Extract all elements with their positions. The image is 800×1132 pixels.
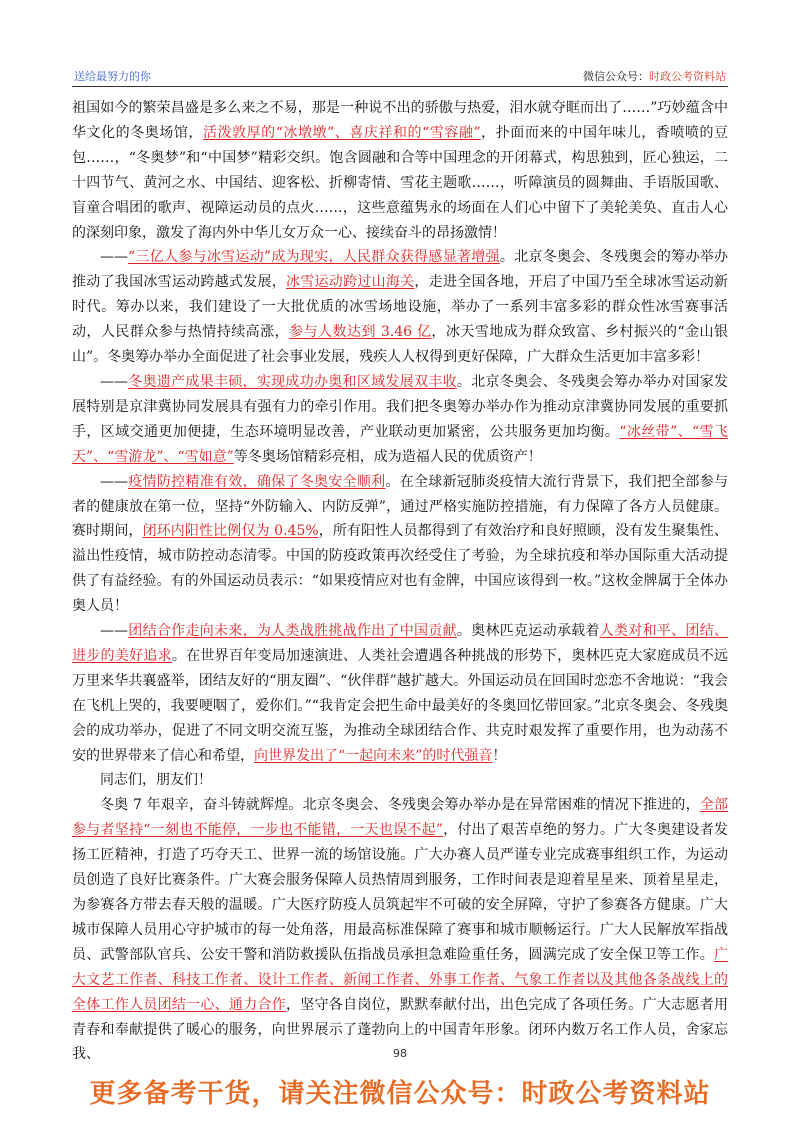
text-run: 等冬奥场馆精彩亮相，成为造福人民的优质资产！	[233, 448, 542, 465]
text-run: 冬奥 7 年艰辛，奋斗铸就辉煌。北京冬奥会、冬残奥会筹办举办是在异常困难的情况下推进的，	[100, 797, 700, 814]
highlighted-text: 向世界发出了“一起向未来”的时代强音	[254, 747, 493, 764]
paragraph	[72, 619, 728, 768]
text-run: 。北京冬奥会、冬残奥会的筹办举办推动了我国冰雪运动跨越式发展，	[72, 249, 728, 291]
paragraph	[72, 793, 728, 1067]
highlighted-text: 广大文艺工作者、科技工作者、设计工作者、新闻工作者、外事工作者、气象工作者以及其他各条战线上的全体工作人员团结一心、通力合作	[72, 946, 728, 1013]
document-body	[72, 96, 728, 1067]
text-run: ，冰天雪地成为群众致富、乡村振兴的“金山银山”。冬奥筹办举办全面促进了社会事业发展，残疾人人权得到更好保障，广大群众生活更加丰富多彩！	[72, 324, 729, 366]
paragraph	[72, 470, 728, 619]
highlighted-text: 参与人数达到 3.46 亿	[289, 324, 432, 341]
page-header	[72, 64, 728, 87]
highlighted-text: 疫情防控精准有效，确保了冬奥安全顺利	[128, 473, 386, 490]
text-run: ！	[492, 747, 507, 764]
text-run: 。在世界百年变局加速演进、人类社会遭遇各种挑战的形势下，奥林匹克大家庭成员不远万里来华共襄盛举，团结友好的“朋友圈”、“伙伴群”越扩越大。外国运动员在回国时恋恋不舍地说：“我会在飞机上哭的，我要哽咽了，爱你们。”“我肯定会把生命中最美好的冬奥回忆带回家。”北京冬奥会、冬残奥会的成功举办，促进了不同文明交流互鉴，为推动全球团结合作、共克时艰发挥了重要作用，也为动荡不安的世界带来了信心和希望，	[72, 647, 729, 764]
text-run: 同志们，朋友们！	[100, 772, 212, 789]
text-run: ，坚守各自岗位，默默奉献付出，出色完成了各项任务。广大志愿者用青春和奉献提供了暖心的服务，向世界展示了蓬勃向上的中国青年形象。闭环内数万名工作人员，舍家忘我、	[72, 996, 728, 1063]
text-run: 祖国如今的繁荣昌盛是多么来之不易，那是一种说不出的骄傲与热爱，泪水就夺眶而出了……”巧妙蕴含中华文化的冬奥场馆，	[72, 100, 728, 141]
header-wechat-account: 时政公考资料站	[649, 70, 726, 83]
footer-promo: 更多备考干货，请关注微信公众号：时政公考资料站	[89, 1079, 711, 1109]
highlighted-text: 冰雪运动跨过山海关	[286, 274, 415, 291]
highlighted-text: 冬奥遗产成果丰硕，实现成功办奥和区域发展双丰收	[128, 373, 457, 390]
highlighted-text: 闭环内阳性比例仅为 0.45%	[142, 523, 319, 540]
header-wechat-label: 微信公众号：	[583, 70, 649, 83]
text-run: ，所有阳性人员都得到了有效治疗和良好照顾，没有发生聚集性、溢出性疫情，城市防控动态清零。中国的防疫政策再次经受住了考验，为全球抗疫和举办国际重大活动提供了有益经验。有的外国运动员表示：“如果疫情应对也有金牌，中国应该得到一枚。”这枚金牌属于全体办奥人员！	[72, 523, 728, 615]
text-run: ，付出了艰苦卓绝的努力。广大冬奥建设者发扬工匠精神，打造了巧夺天工、世界一流的场馆设施。广大办赛人员严谨专业完成赛事组织工作，为运动员创造了良好比赛条件。广大赛会服务保障人员热情周到服务，工作时间表是迎着星星来、顶着星星走，为参赛各方带去春天般的温暖。广大医疗防疫人员筑起牢不可破的安全屏障，守护了参赛各方健康。广大城市保障人员用心守护城市的每一处角落，用最高标准保障了赛事和城市顺畅运行。广大人民解放军指战员、武警部队官兵、公安干警和消防救援队伍指战员承担急难险重任务，圆满完成了安全保卫等工作。	[72, 822, 728, 963]
paragraph	[72, 370, 728, 470]
paragraph	[72, 245, 728, 370]
highlighted-text: 活泼敦厚的“冰墩墩”、喜庆祥和的“雪容融”	[202, 124, 481, 141]
text-run: ，走进全国各地，开启了中国乃至全球冰雪运动新时代。筹办以来，我们建设了一大批优质的冰雪场地设施，举办了一系列丰富多彩的群众性冰雪赛事活动，人民群众参与热情持续高涨，	[72, 274, 729, 341]
header-slogan: 送给最努力的你	[74, 70, 151, 83]
text-run: ，扑面而来的中国年味儿，香喷喷的豆包……，“冬奥梦”和“中国梦”精彩交织。饱含圆融和合等中国理念的开闭幕式，构思独到，匠心独运，二十四节气、黄河之水、中国结、迎客松、折柳寄情、雪花主题歌……，听障演员的圆舞曲、手语版国歌、盲童合唱团的歌声、视障运动员的点火……，这些意蕴隽永的场面在人们心中留下了美轮美奂、直击人心的深刻印象，激发了海内外中华儿女万众一心、接续奋斗的昂扬激情！	[72, 124, 728, 241]
highlighted-text: “冰丝带”、“雪飞天”、“雪游龙”、“雪如意”	[72, 423, 728, 465]
highlighted-text: 团结合作走向未来，为人类战胜挑战作出了中国贡献	[128, 623, 457, 640]
text-run: 。北京冬奥会、冬残奥会筹办举办对国家发展特别是京津冀协同发展具有强有力的牵引作用。我们把冬奥筹办举办作为推动京津冀协同发展的重要抓手，区域交通更加便捷，生态环境明显改善，产业联动更加紧密，公共服务更加均衡。	[72, 373, 729, 440]
text-run: 。在全球新冠肺炎疫情大流行背景下，我们把全部参与者的健康放在第一位，坚持“外防输入、内防反弹”，通过严格实施防控措施，有力保障了各方人员健康。赛时期间，	[72, 473, 729, 540]
text-run: 。奥林匹克运动承载着	[456, 623, 600, 640]
highlighted-text: “三亿人参与冰雪运动”成为现实，人民群众获得感显著增强	[128, 249, 500, 266]
page-number: 98	[393, 1047, 407, 1060]
text-run: ——	[100, 473, 128, 490]
text-run: ——	[100, 249, 128, 266]
header-wechat	[583, 68, 726, 84]
text-run: ——	[100, 373, 128, 390]
paragraph	[72, 96, 728, 245]
paragraph	[72, 768, 728, 793]
highlighted-text: 全部参与者坚持“一刻也不能停，一步也不能错，一天也误不起”	[72, 797, 728, 839]
highlighted-text: 人类对和平、团结、进步的美好追求	[72, 623, 729, 664]
text-run: ——	[100, 623, 128, 640]
